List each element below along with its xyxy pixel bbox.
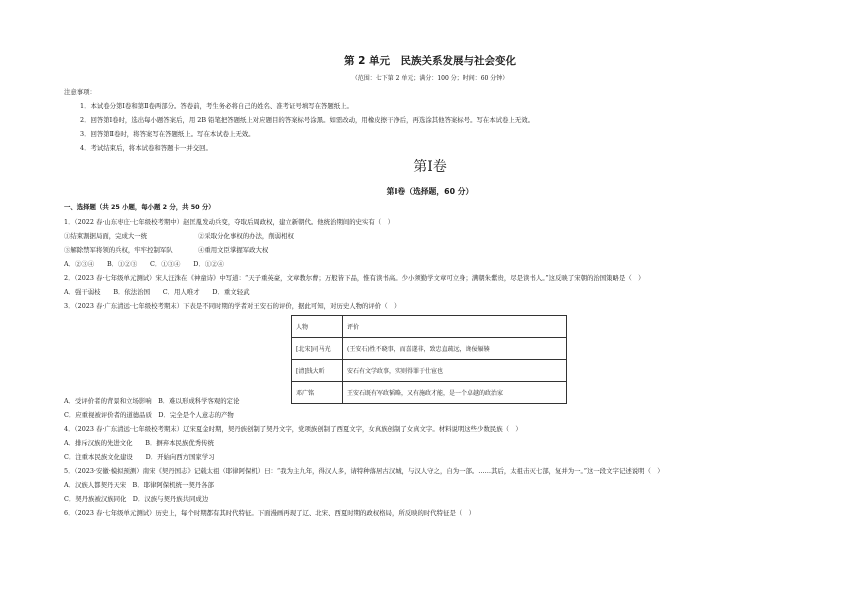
table-cell: (王安石)性不晓事，而喜遂非，致忠直疏远，谗佞辐辏 [343, 338, 567, 360]
question-1-statement: ①结束割据局面，完成大一统 [64, 232, 148, 240]
table-row [292, 360, 567, 382]
question-3-choices: C．应重视被评价者的道德品质 D．完全是个人意志的产物 [64, 411, 234, 419]
question-4-choices: A．排斥汉族的先进文化 B．摒弃本民族优秀传统 [64, 439, 214, 447]
table-header-cell: 评价 [343, 316, 567, 338]
table-header-cell: 人物 [292, 316, 343, 338]
section-title: 第Ⅰ卷（选择题，60 分） [386, 187, 474, 196]
table-row [292, 382, 567, 404]
question-2-choices: A．强干弱枝 B．依法治国 C．用人唯才 D．重文轻武 [64, 288, 250, 296]
question-5-stem: 5．（2023·安徽·模拟预测）南宋《契丹国志》记载太祖（耶律阿保机）曰：“我为主九年，得汉人多，请特种落居古汉城，与汉人守之，自为一部。……其后，太祖击灭七部，复并为一。”这一段文字记述说明（ ） [64, 467, 664, 475]
table-cell: [北宋]司马光 [292, 338, 343, 360]
note-item: 3．回答第Ⅱ卷时，将答案写在答题纸上。写在本试卷上无效。 [80, 130, 255, 138]
note-item: 4．考试结束后，将本试卷和答题卡一并交回。 [80, 144, 212, 152]
part-heading: 一、选择题（共 25 小题，每小题 2 分，共 50 分） [64, 203, 215, 211]
evaluation-table [291, 315, 567, 404]
note-item: 1．本试卷分第Ⅰ卷和第Ⅱ卷两部分。答卷前，考生务必将自己的姓名、准考证号填写在答题纸上。 [80, 102, 353, 110]
question-5-choices: A．汉族人都契丹天宋 B．耶律阿保机统一契丹各部 [64, 481, 214, 489]
question-4-stem: 4．（2023 春·广东清远·七年级校考期末）辽宋夏金时期，契丹族创制了契丹文字，党项族创制了西夏文字，女真族创制了女真文字。材料说明这些少数民族（ ） [64, 425, 522, 433]
table-cell: 王安石既有军政韬略，又有施政才能，是一个卓越的政治家 [343, 382, 567, 404]
notes-heading: 注意事项： [64, 88, 96, 96]
question-1-statement: ②采取分化事权的办法，削弱相权 [198, 232, 294, 240]
question-1-stem: 1．（2022 春·山东枣庄·七年级校考期中）赵匡胤发动兵变，夺取后周政权，建立新朝代。他统治期间的史实有（ ） [64, 218, 394, 226]
exam-scope: （范围：七下第 2 单元；满分：100 分；时间：60 分钟） [351, 75, 509, 82]
volume-title: 第Ⅰ卷 [413, 159, 447, 175]
table-row [292, 338, 567, 360]
table-cell: [清]钱大昕 [292, 360, 343, 382]
table-header-row [292, 316, 567, 338]
question-3-stem: 3．（2023 春·广东清远·七年级校考期末）下表是不同时期的学者对王安石的评价，据此可知，对历史人物的评价（ ） [64, 302, 401, 310]
question-2-stem: 2．（2023 春·七年级单元测试）宋人汪洙在《神童诗》中写道：“天子重英豪，文章教尔曹；万般皆下品，惟有读书高。少小须勤学文章可立身；满朝朱紫贵，尽是读书人。”这反映了宋朝的治国策略是（ ） [64, 274, 645, 282]
question-4-choices: C．注重本民族文化建设 D．开始向西方国家学习 [64, 453, 215, 461]
exam-title: 第 2 单元 民族关系发展与社会变化 [343, 55, 517, 67]
question-1-choices: A．②③④ B．①②③ C．①③④ D．①②④ [64, 260, 224, 268]
note-item: 2．回答第Ⅰ卷时，选出每小题答案后，用 2B 铅笔把答题纸上对应题目的答案标号涂黑。如需改动，用橡皮擦干净后，再选涂其他答案标号。写在本试卷上无效。 [80, 116, 534, 124]
question-6-stem: 6．（2023 春·七年级单元测试）历史上，每个时期都有其时代特征。下面漫画再现了辽、北宋、西夏时期的政权格局，所反映的时代特征是（ ） [64, 509, 476, 517]
question-1-statement: ④重用文臣掌握军政大权 [198, 246, 269, 254]
question-5-choices: C．契丹族被汉族同化 D．汉族与契丹族共同成边 [64, 495, 209, 503]
table-cell: 安石有文学政事，实则得罪于仕宦也 [343, 360, 567, 382]
table-cell: 邓广铭 [292, 382, 343, 404]
question-1-statement: ③解除禁军将领的兵权，牢牢控制军队 [64, 246, 173, 254]
question-3-choices: A．受评价者的背景和立场影响 B．难以形成科学客观的定论 [64, 397, 240, 405]
